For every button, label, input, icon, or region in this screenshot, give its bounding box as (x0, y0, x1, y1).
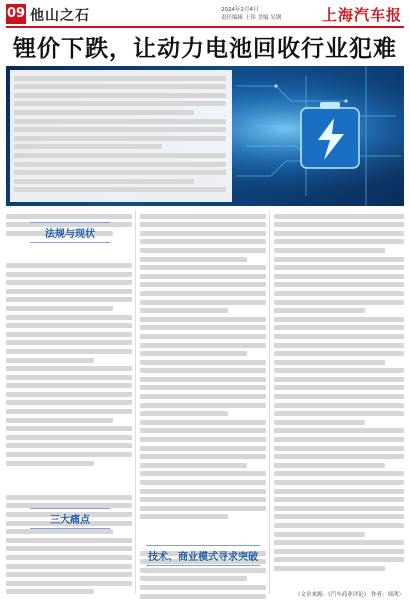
issue-editors: 责任编辑 王伟 美编 吴钢 (221, 15, 282, 21)
subhead-regulations: 法规与现状 (30, 222, 110, 243)
column-divider (269, 210, 270, 594)
column-2 (140, 210, 266, 602)
section-title: 他山之石 (30, 8, 90, 24)
issue-meta (221, 6, 331, 22)
newspaper-logo: 上海汽车报 (321, 6, 402, 24)
column-3 (274, 210, 404, 575)
column-1 (6, 210, 132, 598)
hero-illustration (6, 66, 404, 206)
battery-icon (301, 102, 359, 168)
article-credit: （文章来源：《汽车商业评论》 作者：周鸿） (295, 592, 404, 598)
subhead-pain-points: 三大痛点 (30, 508, 110, 529)
page-header (6, 4, 404, 28)
subhead-tech-business: 技术、商业模式寻求突破 (146, 545, 260, 566)
column-divider (135, 210, 136, 594)
intro-paragraph (10, 70, 232, 202)
article-headline: 锂价下跌，让动力电池回收行业犯难 (13, 36, 397, 62)
issue-date: 2024年2月4日 (221, 7, 259, 13)
page-number: 09 (6, 4, 26, 24)
